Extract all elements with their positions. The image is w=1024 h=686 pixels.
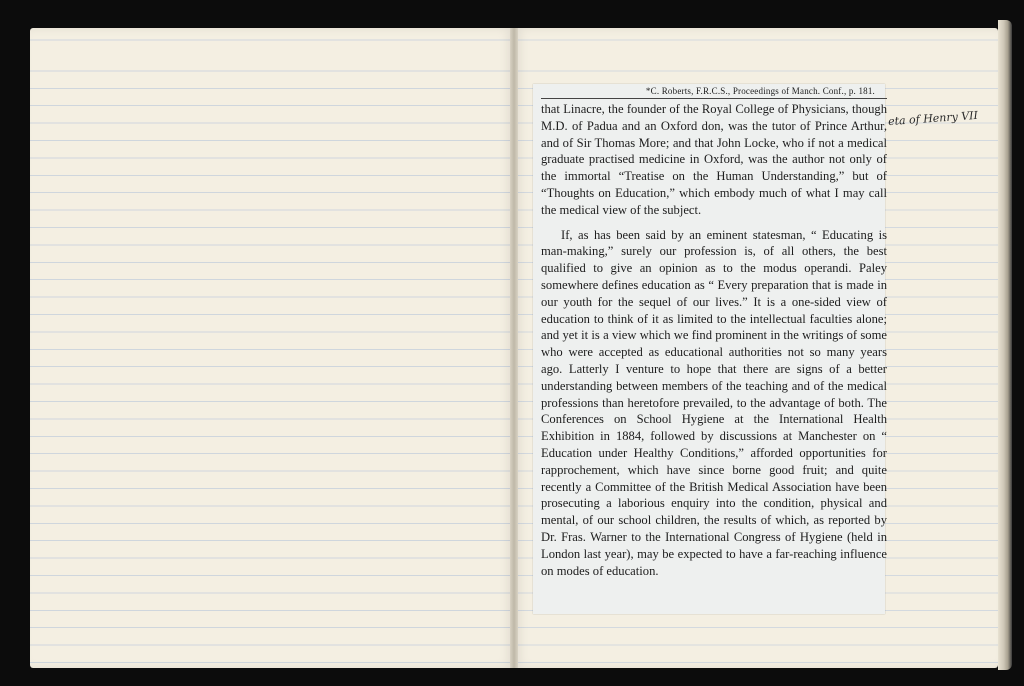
left-ruled-page	[30, 28, 514, 668]
page-edge	[998, 20, 1012, 670]
clipping-header: *C. Roberts, F.R.C.S., Proceedings of Manch. Conf., p. 181.	[541, 86, 887, 99]
clipping-text	[541, 86, 887, 579]
book-spine	[510, 28, 518, 668]
handwritten-annotation: eta of Henry VII	[887, 108, 979, 129]
paragraph-2: If, as has been said by an eminent statesman, “ Educating is man-making,” surely our profession is, of all others, the best qualified to give an opinion as to the modus operandi. Paley somewhere defines education as “ Every preparation that is made in our youth for the sequel of our lives.” It is a one-sided view of education to think of it as limited to the intellectual faculties alone; and yet it is a view which we find prominent in the writings of some who were accepted as educational authorities not so many years ago. Latterly I venture to hope that there are signs of a better understanding between members of the teaching and of the medical professions than heretofore prevailed, to the advantage of both. The Conferences on School Hygiene at the International Health Exhibition in 1884, followed by discussions at Manchester on “ Education under Healthy Conditions,” afforded opportunities for rapprochement, which have since borne good fruit; and quite recently a Committee of the British Medical Association have been prosecuting a laborious enquiry into the condition, physical and mental, of our school children, the results of which, as reported by Dr. Fras. Warner to the International Congress of Hygiene (held in London last year), may be expected to have a far-reaching influence on modes of education.	[541, 227, 887, 578]
paragraph-1: that Linacre, the founder of the Royal College of Physicians, though M.D. of Padua and an Oxford don, was the tutor of Prince Arthur, and of Sir Thomas More; and that John Locke, who if not a medical graduate practised medicine in Oxford, was the author not only of the immortal “Treatise on the Human Understanding,” but of “Thoughts on Education,” which embody much of what I may call the medical view of the subject.	[541, 102, 887, 217]
